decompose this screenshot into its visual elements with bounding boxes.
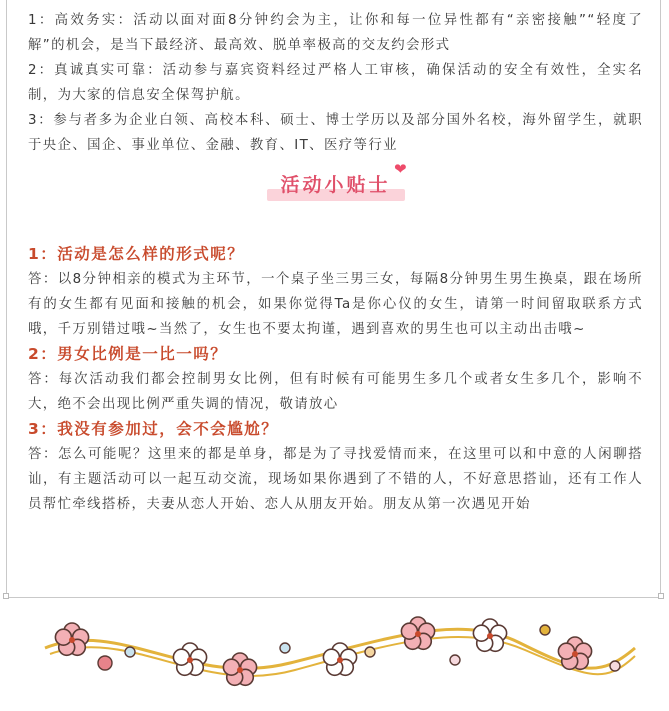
faq-answer-1: 答：以8分钟相亲的模式为主环节，一个桌子坐三男三女，每隔8分钟男生男生换桌，跟在场所有的女生都有见面和接触的机会，如果你觉得Ta是你心仪的女生，请第一时间留取联系方式哦，千万别错过哦~当然了，女生也不要太拘谨，遇到喜欢的男生也可以主动出击哦~ (28, 272, 643, 337)
intro-point-2: 2：真诚真实可靠：活动参与嘉宾资料经过严格人工审核，确保活动的安全有效性，全实名制，为大家的信息安全保驾护航。 (28, 63, 643, 103)
intro-point-3: 3：参与者多为企业白领、高校本科、硕士、博士学历以及部分国外名校，海外留学生，就职于央企、国企、事业单位、金融、教育、IT、医疗等行业 (28, 113, 643, 153)
article-content (28, 8, 643, 517)
tips-title-text: 活动小贴士 (280, 174, 391, 196)
blossom-vine-decoration (40, 608, 640, 698)
faq-question-2: 2：男女比例是一比一吗？ (28, 345, 228, 363)
tips-title (274, 170, 396, 197)
faq-question-1: 1：活动是怎么样的形式呢？ (28, 245, 245, 263)
heart-icon: ❤ (394, 160, 407, 178)
faq-answer-3: 答：怎么可能呢？这里来的都是单身，都是为了寻找爱情而来，在这里可以和中意的人闲聊搭讪，有主题活动可以一起互动交流，现场如果你遇到了不错的人，不好意思搭讪，还有工作人员帮忙牵线搭桥，夫妻从恋人开始、恋人从朋友开始。朋友从第一次遇见开始 (28, 447, 643, 512)
frame-corner-right (658, 593, 664, 599)
faq-question-3: 3：我没有参加过，会不会尴尬？ (28, 420, 279, 438)
frame-corner-left (3, 593, 9, 599)
tips-header (28, 158, 643, 220)
pink-blossom-group (55, 617, 591, 685)
faq-answer-2: 答：每次活动我们都会控制男女比例，但有时候有可能男生多几个或者女生多几个，影响不大，绝不会出现比例严重失调的情况，敬请放心 (28, 372, 643, 412)
intro-point-1: 1：高效务实：活动以面对面8分钟约会为主，让你和每一位异性都有“亲密接触”“轻度了解”的机会，是当下最经济、最高效、脱单率极高的交友约会形式 (28, 13, 643, 53)
